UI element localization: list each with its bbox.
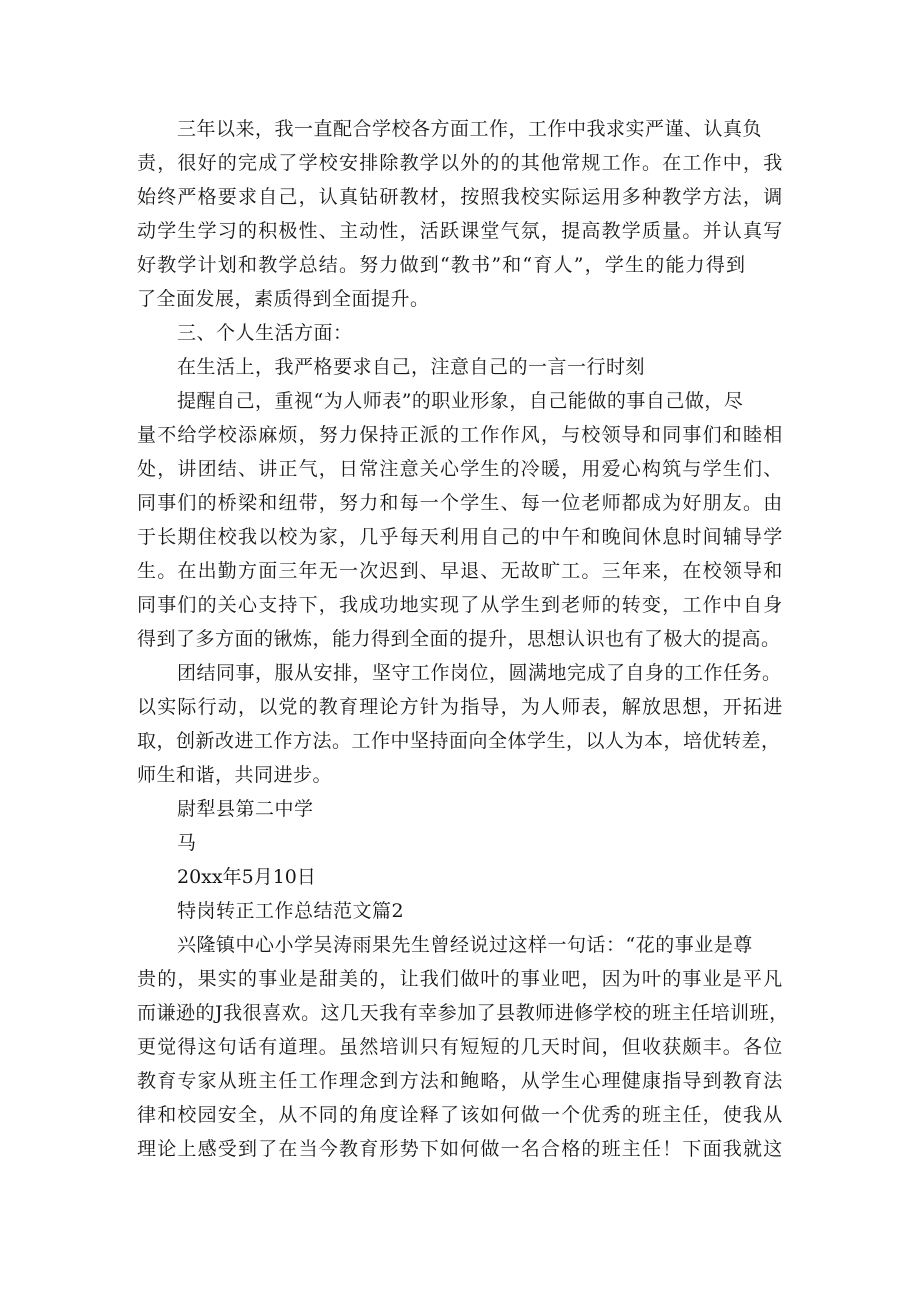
paragraph-line: 律和校园安全，从不同的角度诠释了该如何做一个优秀的班主任，使我从: [137, 1104, 784, 1126]
paragraph-line: 同事们的桥梁和纽带，努力和每一个学生、每一位老师都成为好朋友。由: [137, 492, 784, 514]
paragraph-line: 动学生学习的积极性、主动性，活跃课堂气氛，提高教学质量。并认真写: [137, 220, 784, 242]
paragraph-line: 团结同事，服从安排，坚守工作岗位，圆满地完成了自身的工作任务。: [177, 662, 782, 684]
paragraph-line: 三年以来，我一直配合学校各方面工作，工作中我求实严谨、认真负: [177, 118, 763, 140]
paragraph-line: 了全面发展，素质得到全面提升。: [137, 288, 430, 310]
paragraph-line: 于长期住校我以校为家，几乎每天利用自己的中午和晚间休息时间辅导学: [137, 526, 784, 548]
paragraph-line: 处，讲团结、讲正气，日常注意关心学生的冷暖，用爱心构筑与学生们、: [137, 458, 784, 480]
article-title: 特岗转正工作总结范文篇2: [177, 900, 405, 922]
paragraph-line: 生。在出勤方面三年无一次迟到、早退、无故旷工。三年来，在校领导和: [137, 560, 784, 582]
paragraph-line: 理论上感受到了在当今教育形势下如何做一名合格的班主任！下面我就这: [137, 1138, 784, 1160]
paragraph-line: 始终严格要求自己，认真钻研教材，按照我校实际运用多种教学方法，调: [137, 186, 784, 208]
paragraph-line: 得到了多方面的锹炼，能力得到全面的提升，思想认识也有了极大的提高。: [137, 628, 781, 650]
paragraph-line: 以实际行动，以党的教育理论方针为指导，为人师表，解放思想，开拓进: [137, 696, 784, 718]
document-date: 20xx年5月10日: [177, 866, 316, 888]
paragraph-line: 教育专家从班主任工作理念到方法和鲍略，从学生心理健康指导到教育法: [137, 1070, 784, 1092]
paragraph-line: 同事们的关心支持下，我成功地实现了从学生到老师的转变，工作中自身: [137, 594, 784, 616]
paragraph-line: 师生和谐，共同进步。: [137, 764, 333, 786]
school-name: 尉犁县第二中学: [177, 798, 314, 820]
paragraph-line: 在生活上，我严格要求自己，注意自己的一言一行时刻: [177, 356, 646, 378]
signature-name: 马: [177, 832, 197, 854]
paragraph-line: 更觉得这句话有道理。虽然培训只有短短的几天时间，但收获颇丰。各位: [137, 1036, 784, 1058]
paragraph-line: 取，创新改进工作方法。工作中坚持面向全体学生，以人为本，培优转差，: [137, 730, 781, 752]
paragraph-line: 提醒自己，重视“为人师表”的职业形象，自己能做的事自己做，尽: [177, 390, 744, 412]
paragraph-line: 贵的，果实的事业是甜美的，让我们做叶的事业吧，因为叶的事业是平凡: [137, 968, 784, 990]
section-heading: 三、个人生活方面：: [177, 322, 353, 344]
paragraph-line: 好教学计划和教学总结。努力做到“教书”和“育人”，学生的能力得到: [137, 254, 747, 276]
paragraph-line: 责，很好的完成了学校安排除教学以外的的其他常规工作。在工作中，我: [137, 152, 784, 174]
paragraph-line: 量不给学校添麻烦，努力保持正派的工作作风，与校领导和同事们和睦相: [137, 424, 784, 446]
paragraph-line: 而谦逊的J我很喜欢。这几天我有幸参加了县教师进修学校的班主任培训班，: [137, 1002, 789, 1024]
paragraph-line: 兴隆镇中心小学吴涛雨果先生曾经说过这样一句话：“花的事业是尊: [177, 934, 753, 956]
